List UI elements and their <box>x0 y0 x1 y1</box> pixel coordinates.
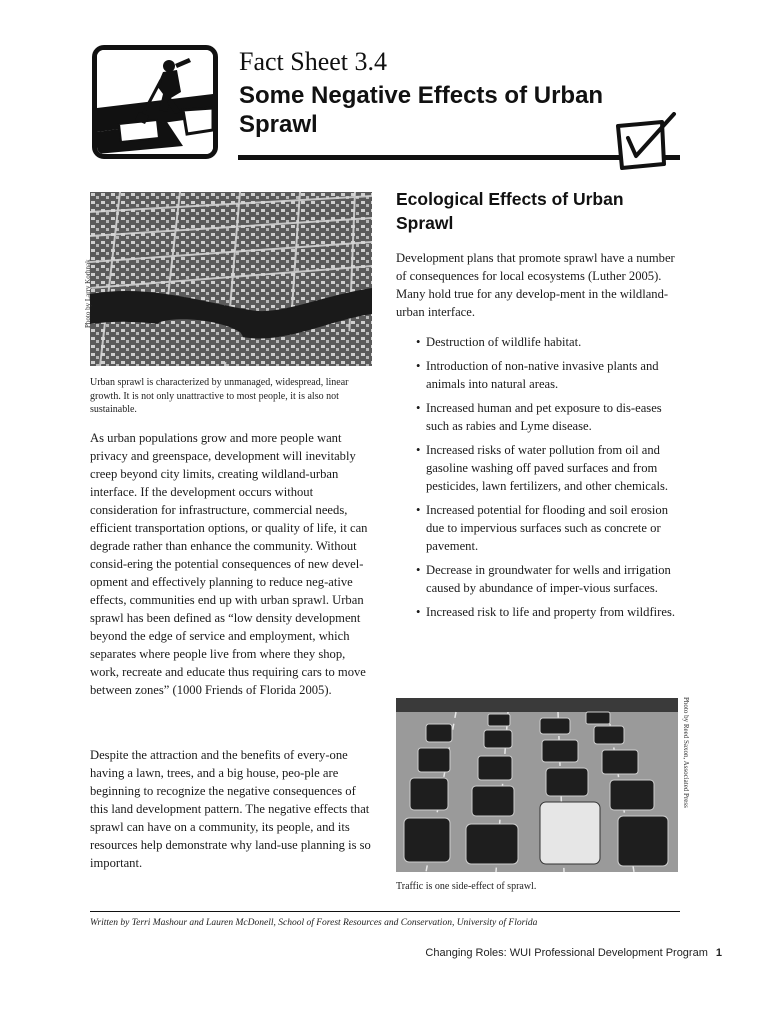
list-item: • Introduction of non-native invasive plants and animals into natural areas. <box>416 357 680 393</box>
photo-credit-traffic: Photo by Reed Saxon, Associated Press <box>682 697 690 808</box>
worker-with-shovel-icon <box>92 45 218 159</box>
program-footer <box>425 947 722 959</box>
list-item: • Decrease in groundwater for wells and irrigation caused by abundance of imper-vious surfaces. <box>416 561 680 597</box>
aerial-photo-caption: Urban sprawl is characterized by unmanaged, widespread, linear growth. It is not only unattractive to most people, it is also not sustainable. <box>90 377 349 415</box>
photo-credit-aerial: Photo by Larry Korhnak <box>84 259 92 328</box>
left-paragraph-2: Despite the attraction and the benefits of every-one having a lawn, trees, and a big house, peo-ple are beginning to recognize the negative consequences of this land development pattern. The negative effects that sprawl can have on a community, its people, and its resources help demonstrate why land-use planning is so important. <box>90 748 371 870</box>
author-credit: Written by Terri Mashour and Lauren McDonell, School of Forest Resources and Conservation, University of Florida <box>90 918 538 928</box>
program-name: Changing Roles: WUI Professional Development Program <box>425 947 708 959</box>
list-item: • Increased risks of water pollution from oil and gasoline washing off paved surfaces and from pesticides, lawn fertilizers, and other chemicals. <box>416 441 680 495</box>
aerial-sprawl-photo <box>90 192 372 366</box>
section-heading: Ecological Effects of Urban Sprawl <box>396 189 624 233</box>
fact-sheet-label: Fact Sheet 3.4 <box>239 47 388 76</box>
logo-illustration <box>97 50 213 154</box>
list-item: • Increased risk to life and property from wildfires. <box>416 603 680 621</box>
page-number: 1 <box>715 947 722 959</box>
traffic-photo-caption: Traffic is one side-effect of sprawl. <box>396 881 537 892</box>
checkmark-box-icon <box>612 112 682 172</box>
right-intro-paragraph: Development plans that promote sprawl have a number of consequences for local ecosystems (Luther 2005). Many hold true for any develop-ment in the wildland-urban interface. <box>396 251 675 319</box>
footer-divider <box>90 911 680 912</box>
traffic-photo <box>396 698 678 872</box>
effects-list <box>416 333 680 627</box>
list-item: • Increased human and pet exposure to dis-eases such as rabies and Lyme disease. <box>416 399 680 435</box>
page-title: Some Negative Effects of Urban Sprawl <box>239 82 604 138</box>
list-item: • Destruction of wildlife habitat. <box>416 333 680 351</box>
list-item: • Increased potential for flooding and soil erosion due to impervious surfaces such as concrete or pavement. <box>416 501 680 555</box>
left-paragraph-1: As urban populations grow and more people want privacy and greenspace, development will inevitably creep beyond city limits, creating wildland-urban interface. If the development occurs without consideration for infrastructure, commercial needs, efficient transportation options, or quality of life, it can degrade rather than enhance the community. Without consid-ering the potential consequences of new devel-opment and effectively planning to reduce neg-ative effects, communities end up with urban sprawl. Urban sprawl has been defined as “low density development beyond the edge of service and employment, which separates where people live from where they shop, work, recreate and educate thus requiring cars to move between zones” (1000 Friends of Florida 2005). <box>90 431 368 697</box>
